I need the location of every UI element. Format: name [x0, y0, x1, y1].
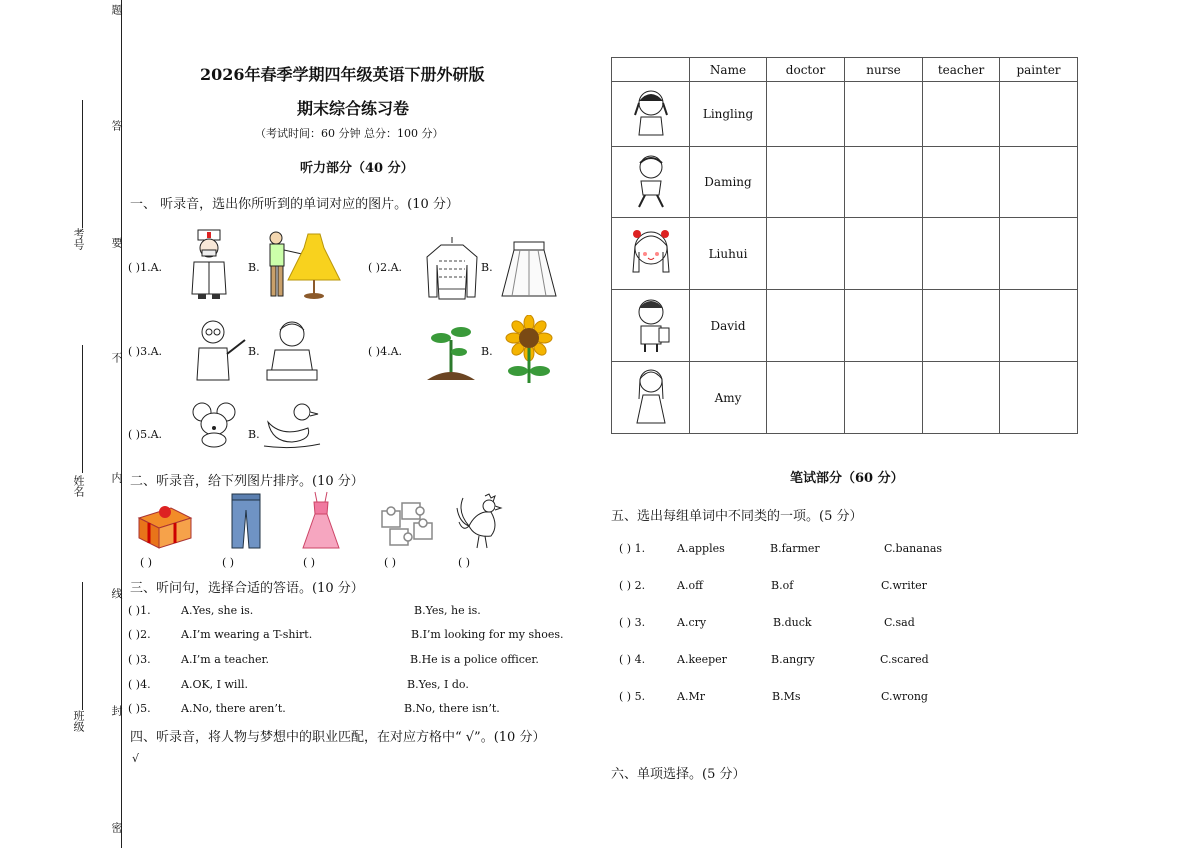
cell-amy-nurse[interactable]: [845, 362, 923, 434]
q1-item3-b: B.: [248, 345, 260, 358]
boy-backpack-icon: [629, 294, 673, 354]
q6-title: 六、单项选择。(5 分）: [611, 767, 746, 782]
q3-item3-b: B.He is a police officer.: [410, 653, 539, 666]
q5-item3-num: ( ) 3.: [619, 616, 646, 629]
q2-blank-2[interactable]: ( ): [222, 556, 235, 569]
q1-item2-b: B.: [481, 261, 493, 274]
q5-item2-a: A.off: [677, 579, 703, 592]
seal-char-3: 要: [110, 237, 123, 248]
lingling-portrait: [612, 82, 690, 147]
q5-item1-c: C.bananas: [884, 542, 943, 555]
boy-running-icon: [629, 151, 673, 211]
q4-title: 四、听录音，将人物与梦想中的职业匹配，在对应方格中“ √”。(10 分）: [130, 730, 546, 745]
skirt-image: [498, 238, 560, 300]
q5-item4-b: B.angry: [771, 653, 815, 666]
sweater-image: [425, 235, 479, 303]
pink-dress-image: [301, 490, 341, 552]
xingming-label: 姓名: [72, 475, 85, 497]
header-teacher: teacher: [923, 58, 1000, 82]
gift-image: [135, 498, 195, 550]
cell-david-teacher[interactable]: [923, 290, 1000, 362]
q5-item5-num: ( ) 5.: [619, 690, 646, 703]
q5-item2-num: ( ) 2.: [619, 579, 646, 592]
q2-title: 二、听录音，给下列图片排序。(10 分）: [130, 474, 364, 489]
girl-pigtails-icon: [629, 85, 673, 141]
cell-david-painter[interactable]: [1000, 290, 1078, 362]
q1-item3-num: ( )3.A.: [128, 345, 163, 358]
table-row-name: Daming: [690, 147, 767, 218]
q3-item5-b: B.No, there isn’t.: [404, 702, 500, 715]
q2-blank-4[interactable]: ( ): [384, 556, 397, 569]
xingming-line[interactable]: [82, 345, 83, 473]
cell-amy-doctor[interactable]: [767, 362, 845, 434]
table-row-name: Liuhui: [690, 218, 767, 290]
q3-item2-a: A.I’m wearing a T-shirt.: [181, 628, 313, 641]
q1-item4-b: B.: [481, 345, 493, 358]
q5-item3-b: B.duck: [773, 616, 812, 629]
q3-item1-num: ( )1.: [128, 604, 151, 617]
q3-item2-num: ( )2.: [128, 628, 151, 641]
girl-long-hair-icon: [629, 365, 673, 427]
q5-item5-b: B.Ms: [772, 690, 801, 703]
cell-daming-nurse[interactable]: [845, 147, 923, 218]
cell-liuhui-painter[interactable]: [1000, 218, 1078, 290]
q3-item1-b: B.Yes, he is.: [414, 604, 481, 617]
exam-info: （考试时间：60 分钟 总分：100 分）: [255, 127, 444, 140]
table-row-name: Lingling: [690, 82, 767, 147]
cell-lingling-teacher[interactable]: [923, 82, 1000, 147]
banji-label: 班级: [72, 710, 85, 732]
q5-item4-a: A.keeper: [677, 653, 727, 666]
q5-item5-c: C.wrong: [881, 690, 928, 703]
seal-char-6: 线: [110, 588, 123, 599]
q3-title: 三、听问句，选择合适的答语。(10 分）: [130, 581, 364, 596]
table-row-name: David: [690, 290, 767, 362]
cell-david-nurse[interactable]: [845, 290, 923, 362]
q2-blank-1[interactable]: ( ): [140, 556, 153, 569]
page-title: 2026年春季学期四年级英语下册外研版: [200, 65, 485, 84]
q5-item2-c: C.writer: [881, 579, 927, 592]
q3-item1-a: A.Yes, she is.: [181, 604, 254, 617]
doctor-image: [188, 228, 230, 300]
listening-heading: 听力部分（40 分）: [300, 161, 414, 176]
david-portrait: [612, 290, 690, 362]
seal-char-5: 内: [110, 472, 123, 483]
sunflower-image: [500, 315, 558, 385]
cell-liuhui-teacher[interactable]: [923, 218, 1000, 290]
teacher-image: [193, 318, 247, 386]
q3-item3-num: ( )3.: [128, 653, 151, 666]
cell-lingling-doctor[interactable]: [767, 82, 845, 147]
cell-daming-doctor[interactable]: [767, 147, 845, 218]
q1-item2-num: ( )2.A.: [368, 261, 403, 274]
q3-item2-b: B.I’m looking for my shoes.: [411, 628, 564, 641]
kaohao-line[interactable]: [82, 100, 83, 228]
q1-item4-num: ( )4.A.: [368, 345, 403, 358]
writing-heading: 笔试部分（60 分）: [790, 471, 904, 486]
student-image: [263, 318, 321, 386]
cell-lingling-painter[interactable]: [1000, 82, 1078, 147]
q1-item1-b: B.: [248, 261, 260, 274]
cell-daming-teacher[interactable]: [923, 147, 1000, 218]
tailor-dress-image: [262, 228, 350, 300]
q5-item1-num: ( ) 1.: [619, 542, 646, 555]
q1-item5-num: ( )5.A.: [128, 428, 163, 441]
banji-line[interactable]: [82, 582, 83, 710]
cell-david-doctor[interactable]: [767, 290, 845, 362]
q3-item5-a: A.No, there aren’t.: [181, 702, 286, 715]
header-image-col: [612, 58, 690, 82]
cell-liuhui-nurse[interactable]: [845, 218, 923, 290]
q5-item2-b: B.of: [771, 579, 794, 592]
cell-liuhui-doctor[interactable]: [767, 218, 845, 290]
q5-item5-a: A.Mr: [677, 690, 705, 703]
header-painter: painter: [1000, 58, 1078, 82]
seal-char-7: 封: [110, 705, 123, 716]
page-subtitle: 期末综合练习卷: [297, 99, 410, 118]
seal-char-8: 密: [110, 822, 123, 833]
seal-char-4: 不: [110, 352, 123, 363]
q5-item4-num: ( ) 4.: [619, 653, 646, 666]
q5-item1-a: A.apples: [677, 542, 725, 555]
liuhui-portrait: [612, 218, 690, 290]
q5-item1-b: B.farmer: [770, 542, 820, 555]
seal-char-1: 题: [110, 4, 123, 15]
q5-title: 五、选出每组单词中不同类的一项。(5 分）: [611, 509, 863, 524]
amy-portrait: [612, 362, 690, 434]
rooster-image: [455, 492, 507, 552]
duck-image: [262, 400, 322, 450]
jeans-image: [229, 492, 263, 550]
q1-item5-b: B.: [248, 428, 260, 441]
q2-blank-5[interactable]: ( ): [458, 556, 471, 569]
q4-matching-table: [611, 57, 1078, 434]
q3-item4-num: ( )4.: [128, 678, 151, 691]
cell-amy-painter[interactable]: [1000, 362, 1078, 434]
daming-portrait: [612, 147, 690, 218]
kaohao-label: 考号: [72, 228, 85, 250]
q3-item3-a: A.I’m a teacher.: [181, 653, 270, 666]
q3-item4-b: B.Yes, I do.: [407, 678, 469, 691]
seal-char-2: 答: [110, 120, 123, 131]
q1-item1-num: ( )1.A.: [128, 261, 163, 274]
mouse-image: [186, 400, 242, 448]
q5-item3-a: A.cry: [677, 616, 707, 629]
table-row-name: Amy: [690, 362, 767, 434]
q1-title: 一、 听录音，选出你所听到的单词对应的图片。(10 分）: [130, 197, 459, 212]
seedling-image: [425, 320, 477, 382]
q2-blank-3[interactable]: ( ): [303, 556, 316, 569]
header-name: Name: [690, 58, 767, 82]
header-doctor: doctor: [767, 58, 845, 82]
q4-example-mark: √: [132, 752, 140, 765]
q5-item3-c: C.sad: [884, 616, 915, 629]
q5-item4-c: C.scared: [880, 653, 929, 666]
cell-lingling-nurse[interactable]: [845, 82, 923, 147]
q3-item4-a: A.OK, I will.: [181, 678, 248, 691]
cell-amy-teacher[interactable]: [923, 362, 1000, 434]
puzzle-image: [378, 497, 436, 549]
cell-daming-painter[interactable]: [1000, 147, 1078, 218]
q3-item5-num: ( )5.: [128, 702, 151, 715]
girl-bows-icon: [627, 222, 675, 282]
header-nurse: nurse: [845, 58, 923, 82]
